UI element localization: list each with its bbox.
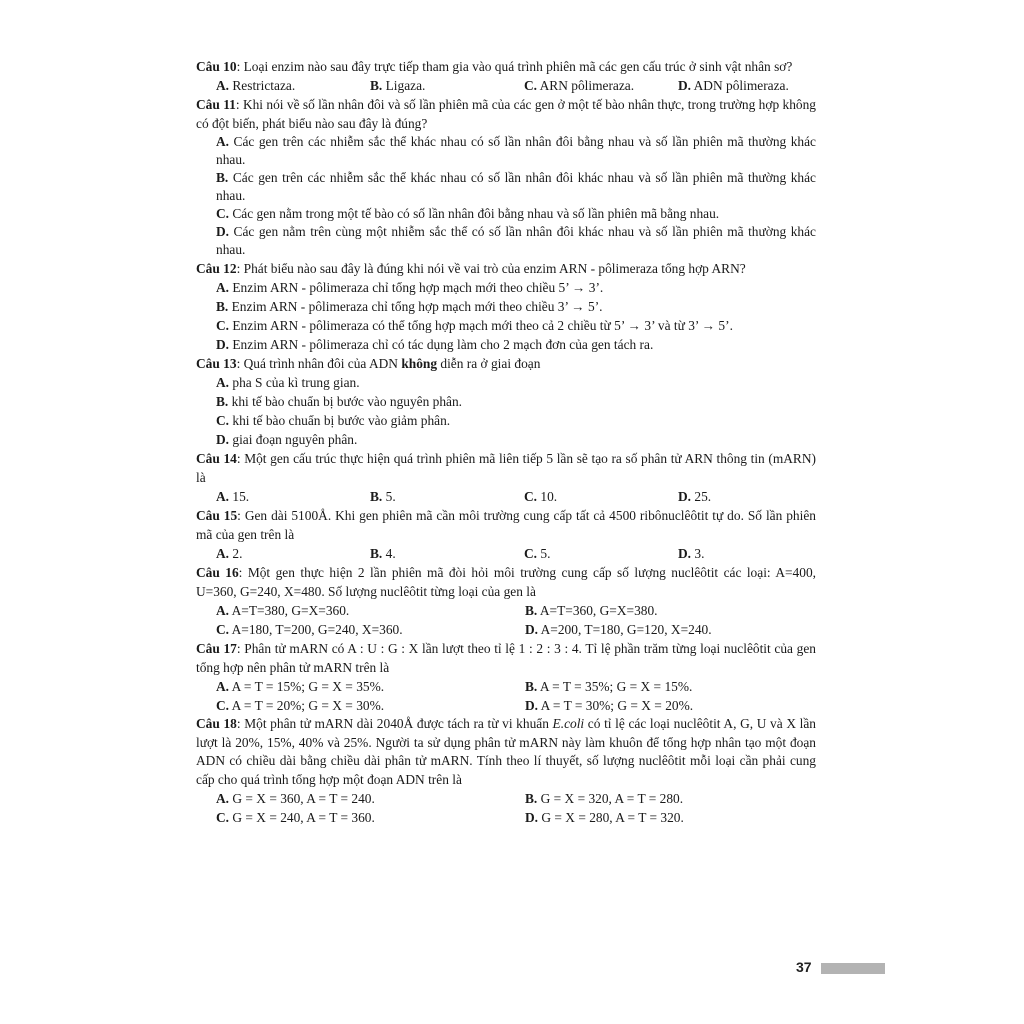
option-a: A. A=T=380, G=X=360. [216, 603, 350, 618]
option-a: A. G = X = 360, A = T = 240. [216, 791, 375, 806]
option-d: D. 3. [678, 546, 705, 561]
question-label: Câu 12 [196, 261, 237, 276]
question-text: diễn ra ở giai đoạn [437, 356, 541, 371]
question-text: : Một gen cấu trúc thực hiện quá trình phiên mã liên tiếp 5 lần sẽ tạo ra số phân tử ARN thông tin (mARN) là [196, 451, 816, 485]
option-c: C. Enzim ARN - pôlimeraza có thể tổng hợp mạch mới theo cả 2 chiều từ 5’ → 3’ và từ 3’ → 5’. [216, 318, 733, 333]
question-label: Câu 17 [196, 641, 237, 656]
option-d: D. G = X = 280, A = T = 320. [525, 810, 684, 825]
option-d: D. Enzim ARN - pôlimeraza chỉ có tác dụng làm cho 2 mạch đơn của gen tách ra. [216, 337, 654, 352]
option-b: B. Các gen trên các nhiễm sắc thể khác nhau có số lần nhân đôi khác nhau và số lần phiên mã thường khác nhau. [216, 170, 816, 203]
question-text: : Loại enzim nào sau đây trực tiếp tham gia vào quá trình phiên mã các gen cấu trúc ở sinh vật nhân sơ? [236, 59, 793, 74]
question-text: : Khi nói về số lần nhân đôi và số lần phiên mã của các gen ở một tế bào nhân thực, trong trường hợp không có đột biến, phát biểu nào sau đây là đúng? [196, 97, 816, 131]
option-d: D. ADN pôlimeraza. [678, 78, 789, 93]
question-label: Câu 18 [196, 716, 237, 731]
page-number: 37 [796, 959, 812, 975]
option-c: C. A = T = 20%; G = X = 30%. [216, 698, 385, 713]
option-a: A. A = T = 15%; G = X = 35%. [216, 679, 385, 694]
option-b: B. khi tế bào chuẩn bị bước vào nguyên phân. [216, 394, 463, 409]
question-label: Câu 10 [196, 59, 237, 74]
question-14 [196, 449, 816, 487]
question-text-emphasis: không [401, 356, 438, 371]
option-d: D. A=200, T=180, G=120, X=240. [525, 622, 712, 637]
option-a: A. 2. [216, 546, 243, 561]
option-c: C. A=180, T=200, G=240, X=360. [216, 622, 403, 637]
option-a: A. 15. [216, 489, 250, 504]
question-text-italic: E.coli [552, 716, 585, 731]
option-b: B. A = T = 35%; G = X = 15%. [525, 679, 693, 694]
options-grid [196, 789, 816, 827]
option-b: B. Ligaza. [370, 78, 426, 93]
options-row [196, 544, 816, 563]
question-15 [196, 506, 816, 544]
question-16 [196, 563, 816, 601]
question-11 [196, 95, 816, 133]
option-c: C. ARN pôlimeraza. [524, 78, 635, 93]
option-b: B. Enzim ARN - pôlimeraza chỉ tổng hợp mạch mới theo chiều 3’ → 5’. [216, 299, 603, 314]
question-label: Câu 14 [196, 451, 237, 466]
question-10 [196, 57, 816, 76]
option-a: A. pha S của kì trung gian. [216, 375, 360, 390]
option-d: D. Các gen nằm trên cùng một nhiễm sắc thể có số lần nhân đôi khác nhau và số lần phiên mã thường khác nhau. [216, 224, 816, 257]
options-row [196, 487, 816, 506]
option-c: C. 5. [524, 546, 551, 561]
option-d: D. A = T = 30%; G = X = 20%. [525, 698, 694, 713]
option-b: B. 5. [370, 489, 396, 504]
options-grid [196, 601, 816, 639]
question-17 [196, 639, 816, 677]
question-label: Câu 11 [196, 97, 236, 112]
question-18 [196, 715, 816, 789]
option-c: C. G = X = 240, A = T = 360. [216, 810, 375, 825]
option-c: C. Các gen nằm trong một tế bào có số lần nhân đôi bằng nhau và số lần phiên mã bằng nhau. [216, 206, 720, 221]
question-text: : Gen dài 5100Å. Khi gen phiên mã cần môi trường cung cấp tất cả 4500 ribônuclêôtit tự do. Số lần phiên mã của gen trên là [196, 508, 816, 542]
question-13 [196, 354, 816, 373]
option-b: B. 4. [370, 546, 396, 561]
question-text: : Một phân tử mARN dài 2040Å được tách ra từ vi khuẩn [236, 716, 553, 731]
question-text: : Quá trình nhân đôi của ADN [236, 356, 402, 371]
option-a: A. Các gen trên các nhiễm sắc thể khác nhau có số lần nhân đôi bằng nhau và số lần phiên mã thường khác nhau. [216, 134, 816, 167]
option-c: C. khi tế bào chuẩn bị bước vào giảm phân. [216, 413, 451, 428]
option-c: C. 10. [524, 489, 558, 504]
options-row [196, 76, 816, 95]
option-d: D. giai đoạn nguyên phân. [216, 432, 358, 447]
question-text: : Một gen thực hiện 2 lần phiên mã đòi hỏi môi trường cung cấp số lượng nuclêôtit các loại: A=400, U=360, G=240, X=480. Số lượng nuclêôtit từng loại của gen là [196, 565, 816, 599]
question-text: có tỉ lệ các loại nuclêôtit A, G, U và X lần lượt là 20%, 15%, 40% và 25%. Người ta sử dụng phân tử mARN này làm khuôn để tổng hợp nhân tạo một đoạn ADN có chiều dài bằng chiều dài phân tử mARN. Tính theo lí thuyết, số lượng nuclêôtit mỗi loại cần phải cung cấp cho quá trình tổng hợp một đoạn ADN trên là [196, 716, 816, 787]
question-page [196, 57, 816, 827]
question-text: : Phân tử mARN có A : U : G : X lần lượt theo tỉ lệ 1 : 2 : 3 : 4. Tỉ lệ phần trăm từng loại nuclêôtit của gen tổng hợp nên phân tử mARN trên là [196, 641, 816, 675]
option-b: B. A=T=360, G=X=380. [525, 603, 658, 618]
question-text: : Phát biểu nào sau đây là đúng khi nói về vai trò của enzim ARN - pôlimeraza tổng hợp ARN? [236, 261, 746, 276]
question-label: Câu 15 [196, 508, 238, 523]
page-number-bar [821, 963, 885, 974]
option-d: D. 25. [678, 489, 712, 504]
options-grid [196, 677, 816, 715]
question-12 [196, 259, 816, 278]
option-a: A. Restrictaza. [216, 78, 296, 93]
question-label: Câu 16 [196, 565, 239, 580]
option-a: A. Enzim ARN - pôlimeraza chỉ tổng hợp mạch mới theo chiều 5’ → 3’. [216, 280, 604, 295]
question-label: Câu 13 [196, 356, 237, 371]
option-b: B. G = X = 320, A = T = 280. [525, 791, 684, 806]
